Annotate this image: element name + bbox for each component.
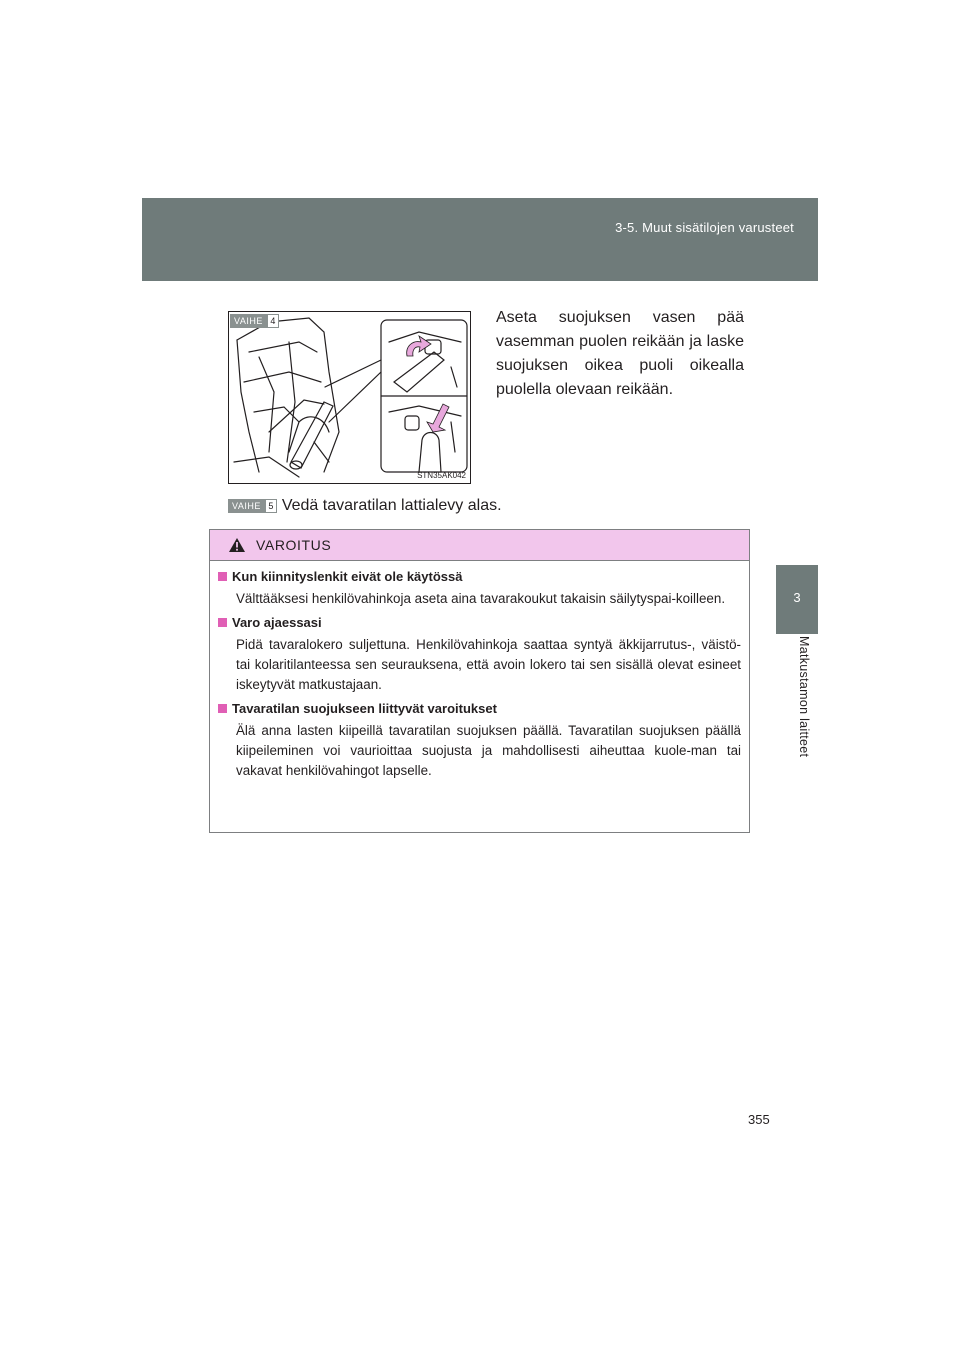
step4-text: Aseta suojuksen vasen pää vasemman puolen reikään ja laske suojuksen oikea puoli oikealla puolella olevaan reikään.: [496, 309, 744, 398]
step5-badge-label: VAIHE: [228, 499, 265, 513]
warning-item-text: Älä anna lasten kiipeillä tavaratilan suojuksen päällä. Tavaratilan suojuksen päällä kiipeileminen voi vaurioittaa suojusta ja mahdollisesti aiheuttaa kuole-man tai vakavat henkilövahingot lapselle.: [236, 723, 741, 778]
step4-illustration: [228, 311, 471, 484]
step4-badge-label: VAIHE: [230, 314, 267, 328]
bullet-square-icon: [218, 572, 227, 581]
bullet-square-icon: [218, 618, 227, 627]
warning-item-heading-text: Tavaratilan suojukseen liittyvät varoitukset: [232, 701, 497, 716]
step4-badge: [230, 314, 279, 328]
warning-item: [218, 701, 741, 781]
warning-item: [218, 569, 741, 609]
warning-item-heading-text: Varo ajaessasi: [232, 615, 322, 630]
chapter-title: Matkustamon laitteet: [797, 636, 811, 758]
warning-header: [210, 530, 749, 561]
warning-box: [209, 529, 750, 833]
bullet-square-icon: [218, 704, 227, 713]
warning-body: [210, 561, 749, 781]
warning-item-text: Välttääksesi henkilövahinkoja aseta aina tavarakoukut takaisin säilytyspai-koilleen.: [236, 591, 726, 606]
warning-title: VAROITUS: [256, 537, 332, 553]
warning-item: [218, 615, 741, 695]
header-band: [142, 198, 818, 281]
chapter-number: 3: [793, 590, 801, 605]
figure-code: STN35AK042: [417, 471, 466, 480]
warning-item-heading: [218, 701, 741, 716]
warning-item-heading: [218, 615, 741, 630]
step5-text: Vedä tavaratilan lattialevy alas.: [281, 497, 502, 514]
section-title: 3-5. Muut sisätilojen varusteet: [615, 220, 794, 235]
step5-badge: [228, 499, 277, 513]
warning-item-heading: [218, 569, 741, 584]
warning-triangle-icon: [228, 537, 246, 553]
warning-item-heading-text: Kun kiinnityslenkit eivät ole käytössä: [232, 569, 463, 584]
chapter-tab[interactable]: [776, 565, 818, 634]
warning-item-text: Pidä tavaralokero suljettuna. Henkilövahinkoja saattaa syntyä äkkijarrutus-, väistö- tai kolaritilanteessa sen seurauksena, että avoin lokero tai sen sisällä olevat esineet iskeytyvät matkustajaan.: [236, 637, 741, 692]
step4-badge-number: 4: [267, 314, 279, 328]
cargo-cover-illustration: [229, 312, 469, 482]
step5-row: [228, 497, 502, 515]
step5-badge-number: 5: [265, 499, 277, 513]
page-number: 355: [748, 1112, 770, 1127]
